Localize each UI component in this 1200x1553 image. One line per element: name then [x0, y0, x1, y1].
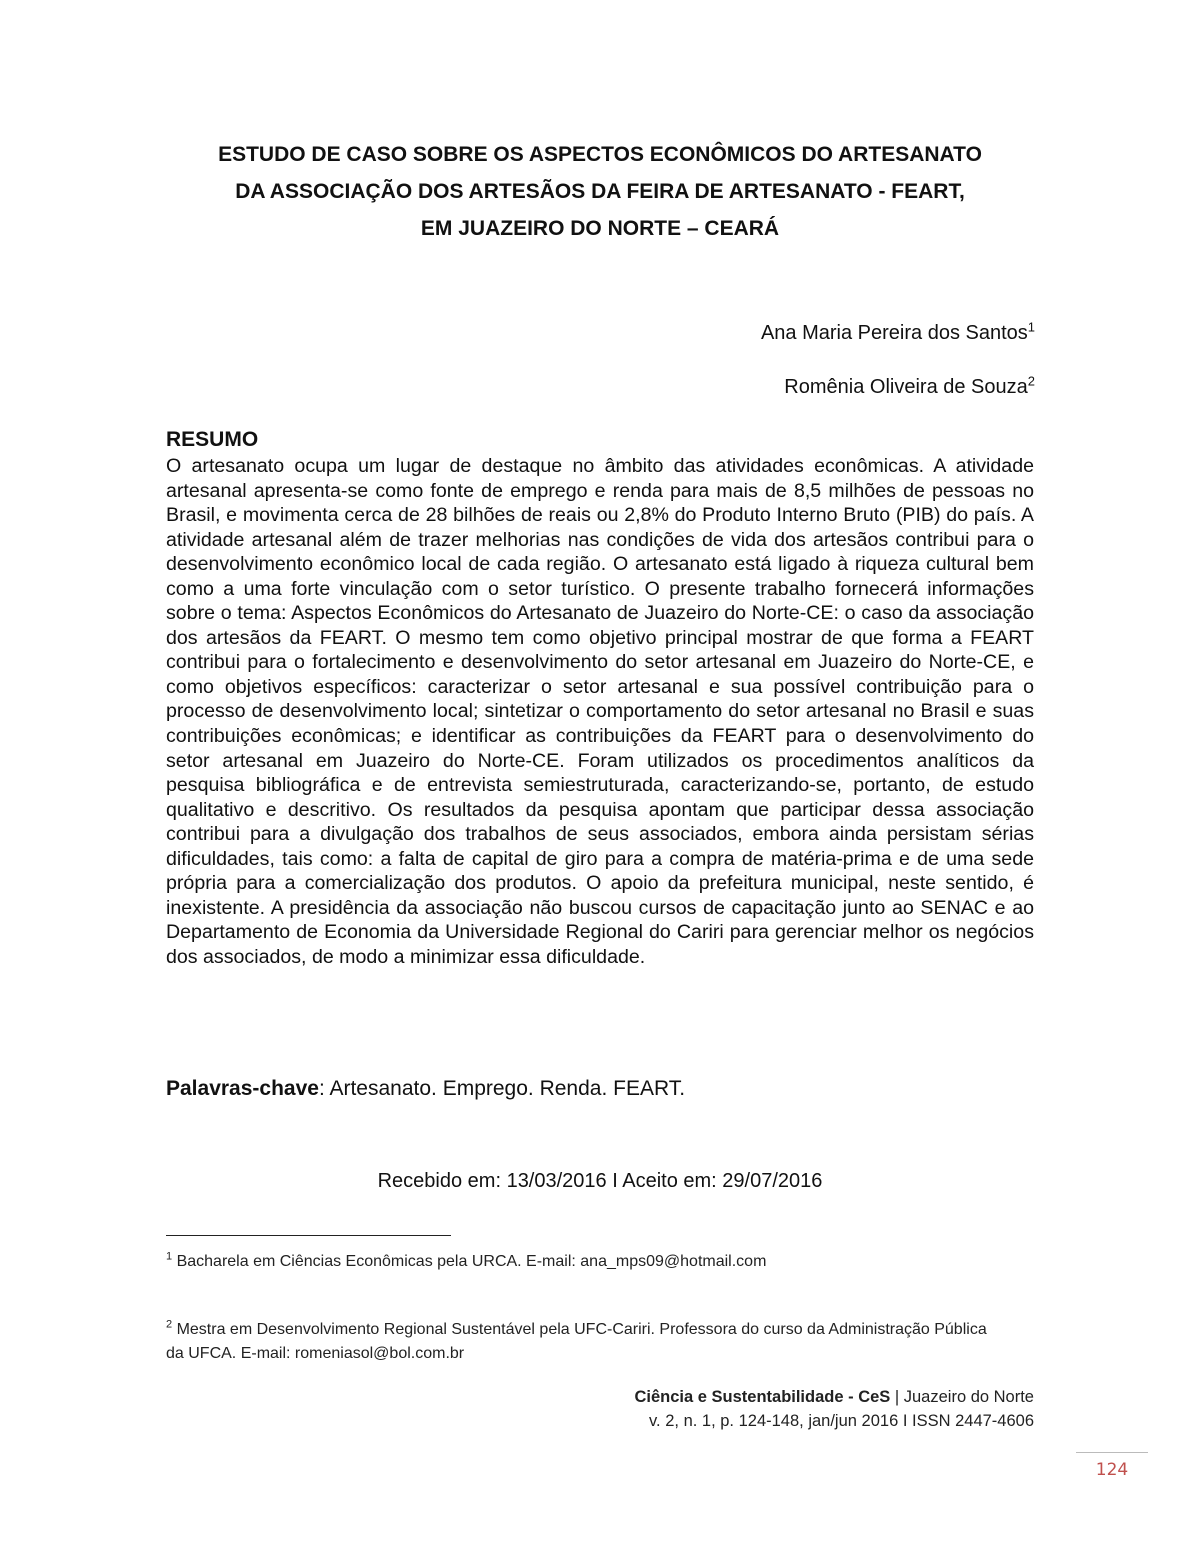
footnote-mark: 2: [166, 1318, 173, 1331]
page-number-divider: [1076, 1452, 1148, 1453]
page-number: 124: [1095, 1460, 1129, 1480]
abstract-text: O artesanato ocupa um lugar de destaque no âmbito das atividades econômicas. A atividade artesanal apresenta-se como fonte de emprego e renda para mais de 8,5 milhões de pessoas no Brasil, e movimenta cerca de 28 bilhões de reais ou 2,8% do Produto Interno Bruto (PIB) do país. A atividade artesanal além de trazer melhorias nas condições de vida dos artesãos contribui para o desenvolvimento econômico local de cada região. O artesanato está ligado à riqueza cultural bem como a uma forte vinculação com o setor turístico. O presente trabalho fornecerá informações sobre o tema: Aspectos Econômicos do Artesanato de Juazeiro do Norte-CE: o caso da associação dos artesãos da FEART. O mesmo tem como objetivo principal mostrar de que forma a FEART contribui para o fortalecimento e desenvolvimento do setor artesanal em Juazeiro do Norte-CE, e como objetivos específicos: caracterizar o setor artesanal e sua possível contribuição para o processo de desenvolvimento local; sintetizar o comportamento do setor artesanal no Brasil e suas contribuições econômicas; e identificar as contribuições da FEART para o desenvolvimento do setor artesanal em Juazeiro do Norte-CE. Foram utilizados os procedimentos analíticos da pesquisa bibliográfica e de entrevista semiestruturada, caracterizando-se, portanto, de estudo qualitativo e descritivo. Os resultados da pesquisa apontam que participar dessa associação contribui para a divulgação dos trabalhos de seus associados, embora ainda persistam sérias dificuldades, tais como: a falta de capital de giro para a compra de matéria-prima e de uma sede própria para a comercialização dos produtos. O apoio da prefeitura municipal, neste sentido, é inexistente. A presidência da associação não buscou cursos de capacitação junto ao SENAC e ao Departamento de Economia da Universidade Regional do Cariri para gerenciar melhor os negócios dos associados, de modo a minimizar essa dificuldade.: [166, 455, 1034, 968]
keywords-list: : Artesanato. Emprego. Renda. FEART.: [318, 1077, 686, 1100]
author-1: [760, 319, 1035, 345]
journal-info: [634, 1385, 1034, 1433]
author-footnote-mark: 2: [1027, 373, 1035, 389]
title-line-2: DA ASSOCIAÇÃO DOS ARTESÃOS DA FEIRA DE ARTESANATO - FEART,: [235, 180, 965, 203]
keywords: [166, 1077, 685, 1101]
abstract-heading: RESUMO: [166, 428, 259, 451]
article-title: [150, 136, 1050, 247]
title-line-3: EM JUAZEIRO DO NORTE – CEARÁ: [420, 217, 780, 240]
footnote-mark: 1: [166, 1250, 173, 1263]
footnote-text: Bacharela em Ciências Econômicas pela URCA. E-mail: ana_mps09@hotmail.com: [172, 1253, 767, 1270]
title-line-1: ESTUDO DE CASO SOBRE OS ASPECTOS ECONÔMICOS DO ARTESANATO: [218, 143, 982, 166]
journal-name: Ciência e Sustentabilidade - CeS: [634, 1388, 891, 1406]
author-name: Ana Maria Pereira dos Santos: [760, 322, 1028, 344]
author-footnote-mark: 1: [1027, 319, 1035, 335]
footnote-1: [166, 1250, 1006, 1274]
journal-issue: v. 2, n. 1, p. 124-148, jan/jun 2016 I ISSN 2447-4606: [649, 1412, 1034, 1430]
footnote-2: [166, 1318, 1006, 1366]
footnote-divider: [166, 1235, 451, 1236]
author-name: Romênia Oliveira de Souza: [784, 376, 1028, 398]
author-2: [784, 373, 1035, 399]
footnote-text: Mestra em Desenvolvimento Regional Sustentável pela UFC-Cariri. Professora do curso da Administração Pública da UFCA. E-mail: romeniasol@bol.com.br: [166, 1321, 987, 1362]
journal-place: | Juazeiro do Norte: [890, 1388, 1034, 1406]
keywords-label: Palavras-chave: [166, 1077, 319, 1100]
received-accepted-dates: Recebido em: 13/03/2016 I Aceito em: 29/07/2016: [377, 1170, 823, 1192]
